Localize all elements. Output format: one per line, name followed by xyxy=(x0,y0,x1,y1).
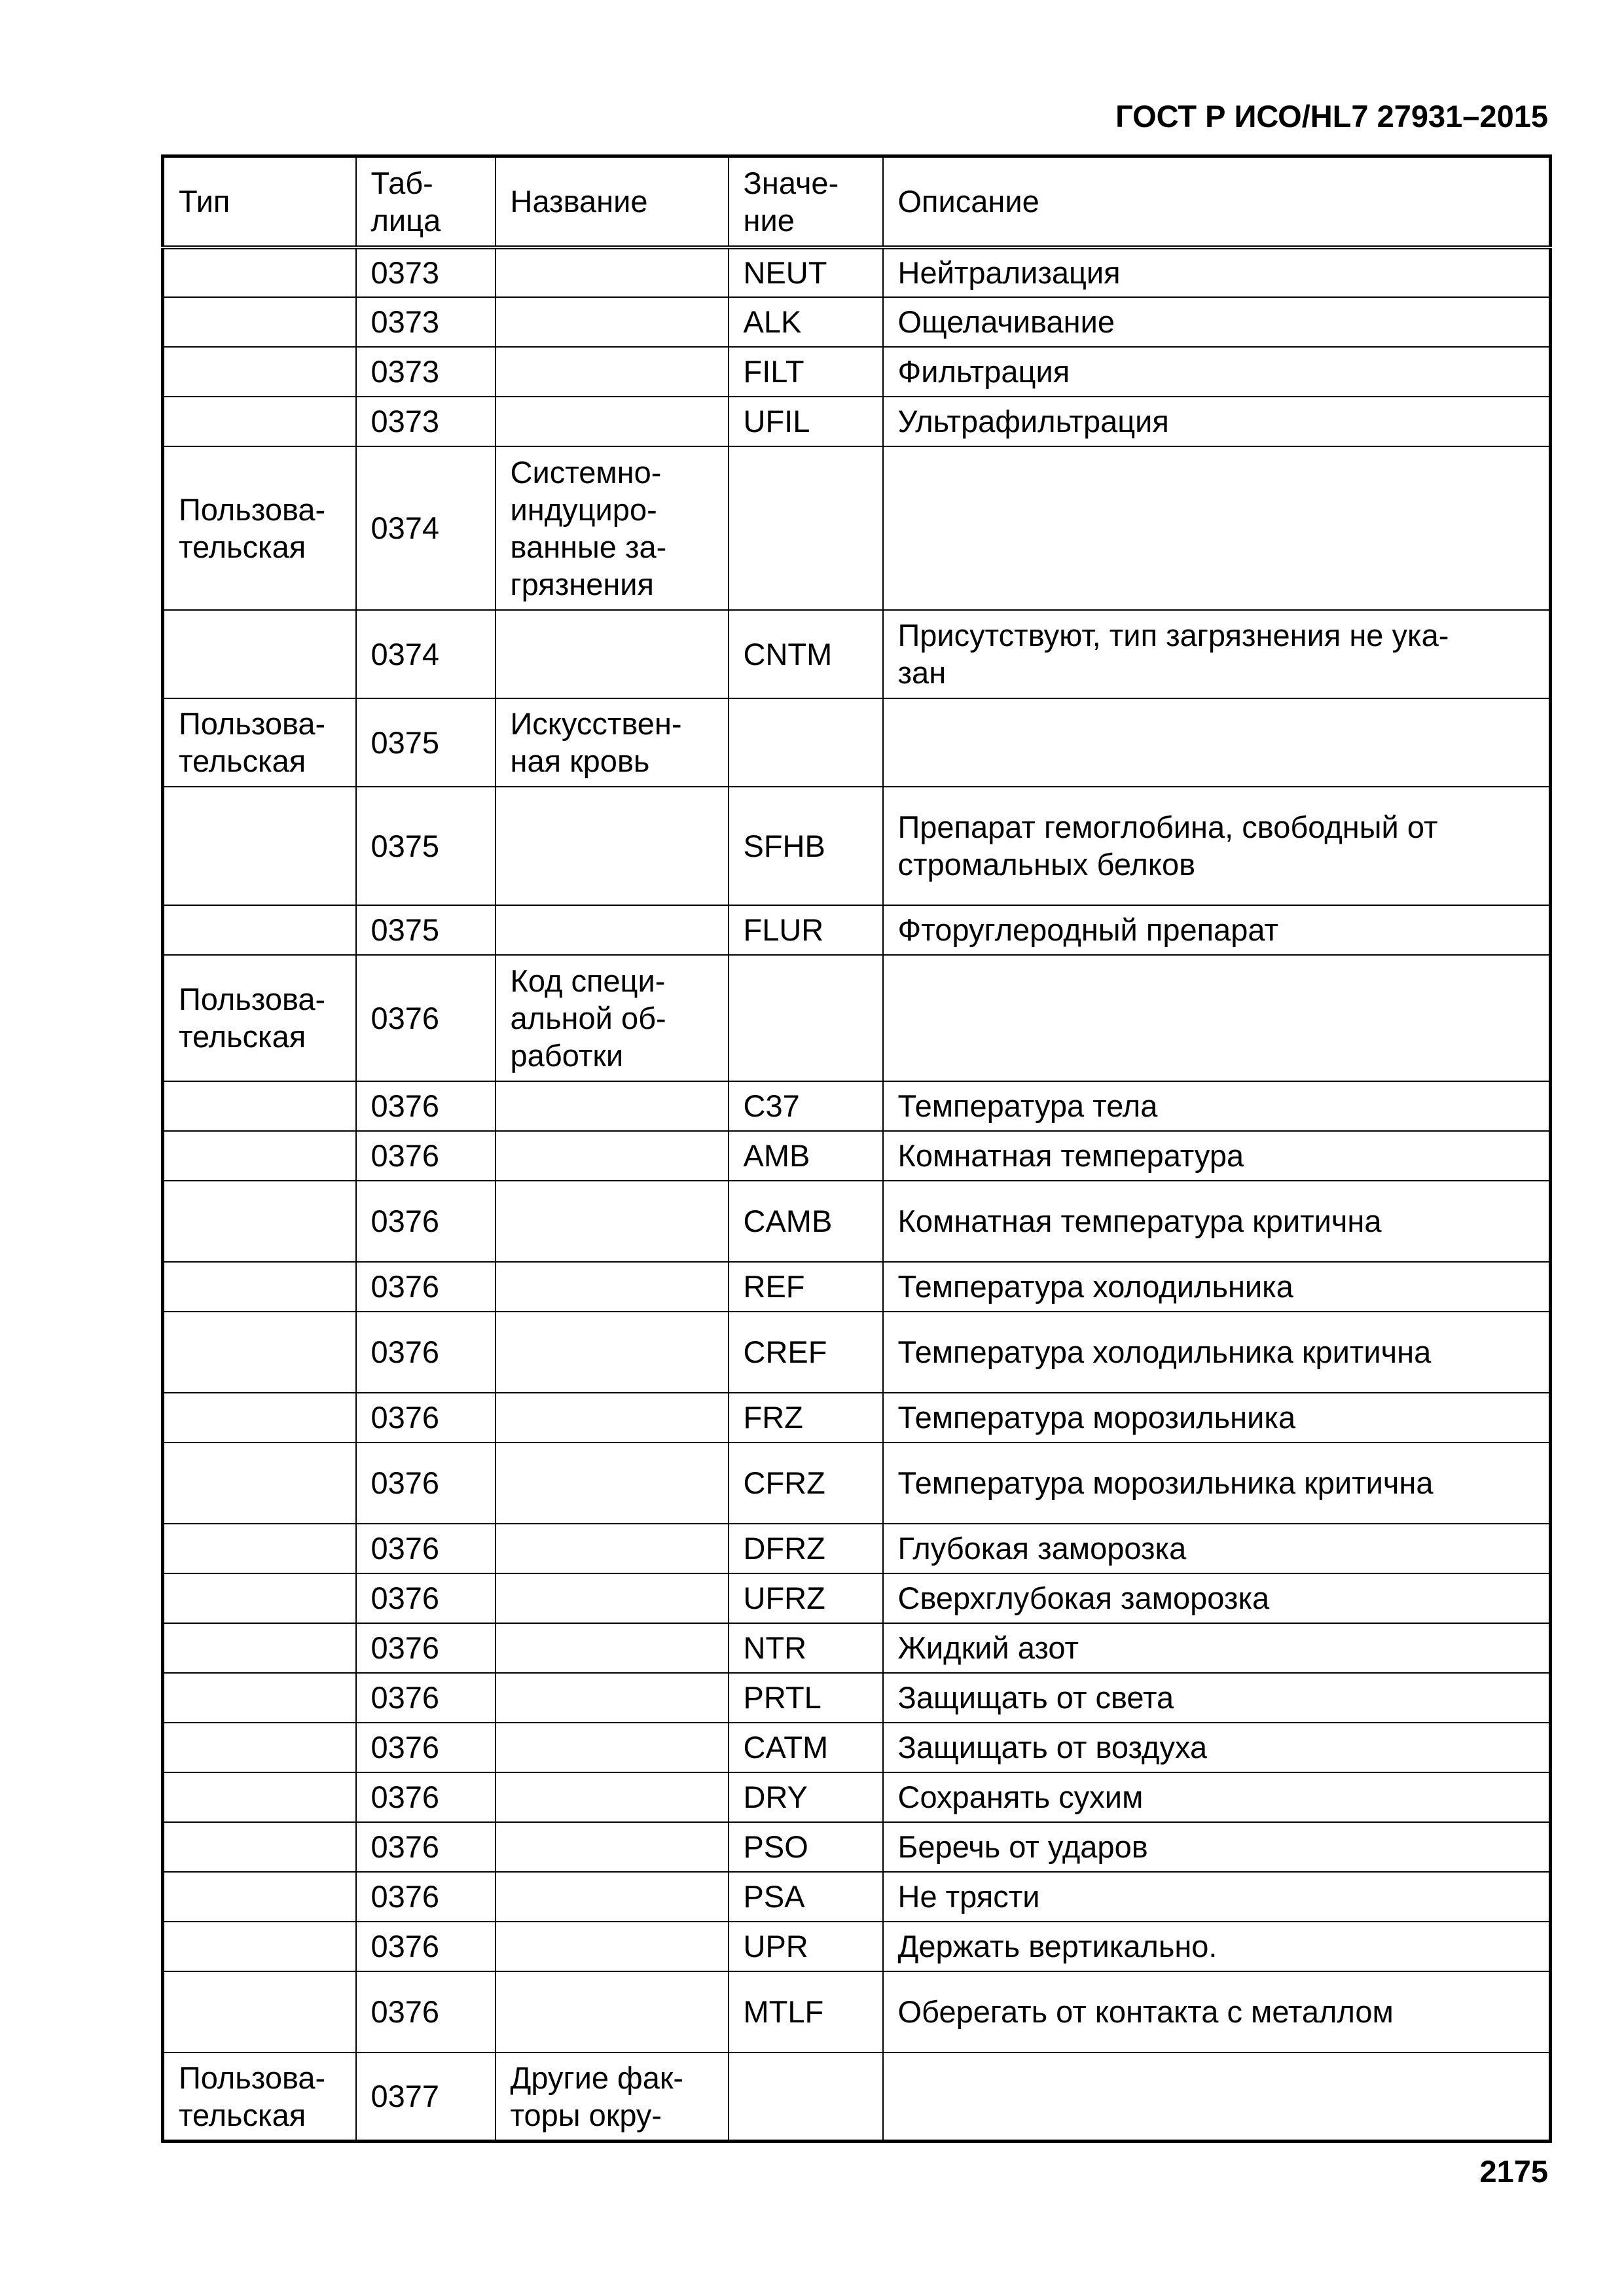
table-row xyxy=(163,905,1551,955)
table-row xyxy=(163,1673,1551,1723)
cell-value xyxy=(729,446,883,610)
cell-type xyxy=(163,1081,356,1131)
cell-name: Код специ- альной об- работки xyxy=(496,955,729,1081)
cell-value: PSO xyxy=(729,1822,883,1872)
table-row xyxy=(163,1772,1551,1822)
cell-value xyxy=(729,2053,883,2142)
table-row xyxy=(163,1524,1551,1573)
cell-value: FLUR xyxy=(729,905,883,955)
cell-name xyxy=(496,1524,729,1573)
cell-description: Держать вертикально. xyxy=(883,1922,1551,1971)
cell-type xyxy=(163,1131,356,1181)
cell-table: 0376 xyxy=(356,1673,496,1723)
cell-name xyxy=(496,1723,729,1772)
cell-table: 0376 xyxy=(356,1443,496,1524)
cell-value: C37 xyxy=(729,1081,883,1131)
cell-table: 0376 xyxy=(356,955,496,1081)
column-header-table: Таб- лица xyxy=(356,156,496,247)
cell-name xyxy=(496,1673,729,1723)
cell-description: Беречь от ударов xyxy=(883,1822,1551,1872)
cell-type xyxy=(163,787,356,905)
cell-name: Другие фак- торы окру- xyxy=(496,2053,729,2142)
table-row xyxy=(163,247,1551,297)
codes-table xyxy=(161,154,1552,2143)
table-row xyxy=(163,2053,1551,2142)
cell-description: Ультрафильтрация xyxy=(883,397,1551,446)
cell-description: Сохранять сухим xyxy=(883,1772,1551,1822)
cell-type xyxy=(163,1922,356,1971)
cell-type xyxy=(163,397,356,446)
cell-description: Комнатная температура xyxy=(883,1131,1551,1181)
column-header-type: Тип xyxy=(163,156,356,247)
cell-value: UFRZ xyxy=(729,1573,883,1623)
cell-type xyxy=(163,1971,356,2053)
cell-name xyxy=(496,247,729,297)
cell-description: Комнатная температура критична xyxy=(883,1181,1551,1262)
cell-description: Не трясти xyxy=(883,1872,1551,1922)
cell-type xyxy=(163,1443,356,1524)
cell-name xyxy=(496,1312,729,1393)
cell-type xyxy=(163,1872,356,1922)
cell-description: Температура холодильника xyxy=(883,1262,1551,1312)
cell-name xyxy=(496,397,729,446)
cell-name xyxy=(496,1081,729,1131)
table-row xyxy=(163,1181,1551,1262)
cell-value: DFRZ xyxy=(729,1524,883,1573)
cell-name xyxy=(496,610,729,698)
cell-value: UFIL xyxy=(729,397,883,446)
cell-type xyxy=(163,1181,356,1262)
cell-table: 0373 xyxy=(356,297,496,347)
cell-value xyxy=(729,955,883,1081)
cell-value: SFHB xyxy=(729,787,883,905)
cell-value: NTR xyxy=(729,1623,883,1673)
cell-value: FRZ xyxy=(729,1393,883,1443)
cell-value: AMB xyxy=(729,1131,883,1181)
table-row xyxy=(163,1312,1551,1393)
cell-name xyxy=(496,347,729,397)
cell-table: 0373 xyxy=(356,397,496,446)
cell-description: Глубокая заморозка xyxy=(883,1524,1551,1573)
cell-table: 0373 xyxy=(356,347,496,397)
table-row xyxy=(163,446,1551,610)
cell-description: Сверхглубокая заморозка xyxy=(883,1573,1551,1623)
document-header: ГОСТ Р ИСО/HL7 27931–2015 xyxy=(1115,99,1548,134)
cell-table: 0376 xyxy=(356,1524,496,1573)
cell-type xyxy=(163,347,356,397)
cell-table: 0376 xyxy=(356,1081,496,1131)
table-row xyxy=(163,1081,1551,1131)
cell-type xyxy=(163,1772,356,1822)
cell-description: Ощелачивание xyxy=(883,297,1551,347)
cell-value: UPR xyxy=(729,1922,883,1971)
cell-type xyxy=(163,1524,356,1573)
cell-type: Пользова- тельская xyxy=(163,955,356,1081)
cell-type xyxy=(163,1673,356,1723)
cell-name xyxy=(496,1573,729,1623)
cell-description: Температура морозильника критична xyxy=(883,1443,1551,1524)
cell-name xyxy=(496,1872,729,1922)
cell-type xyxy=(163,1573,356,1623)
cell-type: Пользова- тельская xyxy=(163,446,356,610)
cell-name xyxy=(496,1772,729,1822)
table-row xyxy=(163,297,1551,347)
cell-description: Оберегать от контакта с металлом xyxy=(883,1971,1551,2053)
cell-type xyxy=(163,1393,356,1443)
cell-description xyxy=(883,2053,1551,2142)
cell-value: CATM xyxy=(729,1723,883,1772)
cell-description: Жидкий азот xyxy=(883,1623,1551,1673)
cell-table: 0376 xyxy=(356,1723,496,1772)
cell-table: 0375 xyxy=(356,698,496,787)
cell-table: 0376 xyxy=(356,1772,496,1822)
table-header-row xyxy=(163,156,1551,247)
table-row xyxy=(163,787,1551,905)
cell-name xyxy=(496,1393,729,1443)
table-row xyxy=(163,698,1551,787)
cell-table: 0374 xyxy=(356,610,496,698)
column-header-description: Описание xyxy=(883,156,1551,247)
cell-table: 0376 xyxy=(356,1971,496,2053)
cell-table: 0376 xyxy=(356,1181,496,1262)
cell-table: 0376 xyxy=(356,1312,496,1393)
cell-value: ALK xyxy=(729,297,883,347)
cell-type xyxy=(163,247,356,297)
cell-name xyxy=(496,1822,729,1872)
cell-table: 0376 xyxy=(356,1822,496,1872)
cell-value: REF xyxy=(729,1262,883,1312)
cell-description xyxy=(883,446,1551,610)
table-row xyxy=(163,347,1551,397)
cell-type xyxy=(163,1623,356,1673)
table-row xyxy=(163,1262,1551,1312)
cell-name xyxy=(496,905,729,955)
column-header-name: Название xyxy=(496,156,729,247)
cell-table: 0376 xyxy=(356,1393,496,1443)
cell-value: MTLF xyxy=(729,1971,883,2053)
table-row xyxy=(163,1623,1551,1673)
cell-table: 0376 xyxy=(356,1573,496,1623)
cell-value: CNTM xyxy=(729,610,883,698)
cell-type xyxy=(163,905,356,955)
cell-table: 0376 xyxy=(356,1623,496,1673)
cell-name xyxy=(496,1181,729,1262)
cell-name xyxy=(496,297,729,347)
cell-value xyxy=(729,698,883,787)
table-row xyxy=(163,1872,1551,1922)
cell-table: 0377 xyxy=(356,2053,496,2142)
cell-description: Присутствуют, тип загрязнения не ука- зан xyxy=(883,610,1551,698)
table-row xyxy=(163,1971,1551,2053)
cell-type xyxy=(163,297,356,347)
cell-table: 0374 xyxy=(356,446,496,610)
cell-table: 0373 xyxy=(356,247,496,297)
cell-table: 0376 xyxy=(356,1922,496,1971)
cell-type xyxy=(163,1822,356,1872)
table-row xyxy=(163,397,1551,446)
table-row xyxy=(163,1723,1551,1772)
cell-type xyxy=(163,610,356,698)
cell-name xyxy=(496,1443,729,1524)
cell-table: 0376 xyxy=(356,1262,496,1312)
cell-table: 0375 xyxy=(356,787,496,905)
cell-type: Пользова- тельская xyxy=(163,698,356,787)
cell-description: Температура морозильника xyxy=(883,1393,1551,1443)
cell-type xyxy=(163,1262,356,1312)
cell-name xyxy=(496,1971,729,2053)
cell-description: Температура холодильника критична xyxy=(883,1312,1551,1393)
cell-type xyxy=(163,1312,356,1393)
cell-value: NEUT xyxy=(729,247,883,297)
cell-name xyxy=(496,1262,729,1312)
cell-type xyxy=(163,1723,356,1772)
table-row xyxy=(163,1822,1551,1872)
cell-name xyxy=(496,1131,729,1181)
table-row xyxy=(163,1443,1551,1524)
cell-name xyxy=(496,1623,729,1673)
cell-name: Системно- индуциро- ванные за- грязнения xyxy=(496,446,729,610)
cell-value: CAMB xyxy=(729,1181,883,1262)
cell-type: Пользова- тельская xyxy=(163,2053,356,2142)
table-row xyxy=(163,610,1551,698)
table-row xyxy=(163,1573,1551,1623)
cell-description: Защищать от света xyxy=(883,1673,1551,1723)
cell-description: Фторуглеродный препарат xyxy=(883,905,1551,955)
table-row xyxy=(163,1393,1551,1443)
cell-description xyxy=(883,698,1551,787)
cell-value: FILT xyxy=(729,347,883,397)
cell-name: Искусствен- ная кровь xyxy=(496,698,729,787)
cell-description: Нейтрализация xyxy=(883,247,1551,297)
cell-description xyxy=(883,955,1551,1081)
cell-table: 0375 xyxy=(356,905,496,955)
cell-value: PSA xyxy=(729,1872,883,1922)
cell-description: Защищать от воздуха xyxy=(883,1723,1551,1772)
cell-name xyxy=(496,787,729,905)
cell-description: Температура тела xyxy=(883,1081,1551,1131)
cell-table: 0376 xyxy=(356,1872,496,1922)
cell-value: DRY xyxy=(729,1772,883,1822)
table-row xyxy=(163,1922,1551,1971)
cell-name xyxy=(496,1922,729,1971)
cell-value: CREF xyxy=(729,1312,883,1393)
table-row xyxy=(163,1131,1551,1181)
column-header-value: Значе- ние xyxy=(729,156,883,247)
table-row xyxy=(163,955,1551,1081)
cell-value: PRTL xyxy=(729,1673,883,1723)
cell-value: CFRZ xyxy=(729,1443,883,1524)
cell-description: Препарат гемоглобина, свободный от стромальных белков xyxy=(883,787,1551,905)
cell-table: 0376 xyxy=(356,1131,496,1181)
page-number: 2175 xyxy=(1479,2154,1548,2189)
cell-description: Фильтрация xyxy=(883,347,1551,397)
